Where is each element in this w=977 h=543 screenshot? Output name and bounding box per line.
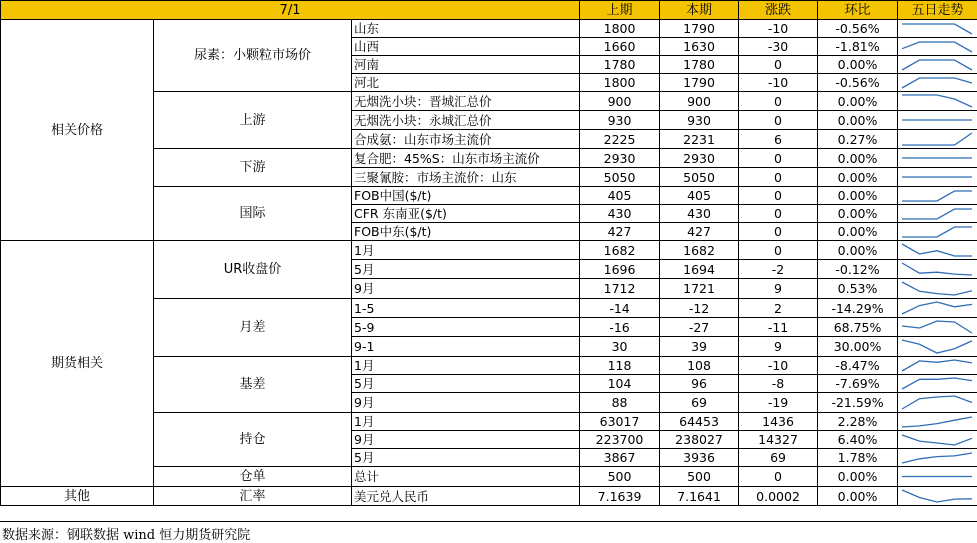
trend-cell (898, 357, 977, 375)
header-row (1, 1, 977, 20)
sparkline-chart (898, 414, 976, 430)
change-value: -11 (739, 318, 818, 337)
trend-cell (898, 279, 977, 299)
sparkline-line (902, 24, 972, 34)
change-value: 0 (739, 111, 818, 130)
pct-value: -0.56% (818, 74, 898, 92)
sparkline-chart (898, 188, 976, 204)
change-header: 涨跌 (739, 1, 818, 20)
curr-value: -12 (660, 299, 739, 318)
table-row (1, 241, 977, 260)
curr-value: 1630 (660, 38, 739, 56)
sparkline-chart (898, 224, 976, 240)
subgroup-fx: 汇率 (154, 487, 352, 506)
prev-value: 1712 (580, 279, 660, 299)
prev-value: 2930 (580, 149, 660, 168)
curr-value: 7.1641 (660, 487, 739, 506)
pct-value: 0.00% (818, 487, 898, 506)
sparkline-chart (898, 21, 976, 37)
subgroup-spread: 月差 (154, 299, 352, 357)
prev-value: 930 (580, 111, 660, 130)
sparkline-line (902, 191, 972, 201)
change-value: 0 (739, 467, 818, 487)
prev-value: 427 (580, 223, 660, 241)
curr-value: 2231 (660, 130, 739, 149)
item-name: 5月 (352, 260, 580, 279)
item-name: 5月 (352, 449, 580, 467)
item-name: 三聚氰胺：市场主流价：山东 (352, 168, 580, 187)
date-header: 7/1 (1, 1, 580, 20)
change-value: -10 (739, 74, 818, 92)
item-name: 9月 (352, 279, 580, 299)
category-other: 其他 (1, 487, 154, 506)
sparkline-chart (898, 57, 976, 73)
pct-value: 2.28% (818, 413, 898, 431)
pct-value: 0.00% (818, 223, 898, 241)
curr-value: 930 (660, 111, 739, 130)
change-value: 0 (739, 149, 818, 168)
subgroup-urea-small: 尿素：小颗粒市场价 (154, 20, 352, 92)
sparkline-chart (898, 357, 976, 374)
curr-value: 405 (660, 187, 739, 205)
pct-value: 6.40% (818, 431, 898, 449)
trend-header: 五日走势 (898, 1, 977, 20)
item-name: 山东 (352, 20, 580, 38)
curr-value: 1682 (660, 241, 739, 260)
curr-value: 500 (660, 467, 739, 487)
trend-cell (898, 149, 977, 168)
sparkline-chart (898, 206, 976, 222)
trend-cell (898, 449, 977, 467)
prev-value: 104 (580, 375, 660, 393)
prev-header: 上期 (580, 1, 660, 20)
pct-value: 0.00% (818, 56, 898, 74)
sparkline-chart (898, 337, 976, 356)
sparkline-line (902, 78, 972, 88)
item-name: 无烟洗小块：永城汇总价 (352, 111, 580, 130)
pct-value: 0.00% (818, 149, 898, 168)
curr-value: 96 (660, 375, 739, 393)
change-value: 2 (739, 299, 818, 318)
trend-cell (898, 337, 977, 357)
curr-value: 5050 (660, 168, 739, 187)
subgroup-warrant: 仓单 (154, 467, 352, 487)
sparkline-chart (898, 75, 976, 91)
curr-value: 108 (660, 357, 739, 375)
change-value: 0 (739, 241, 818, 260)
trend-cell (898, 205, 977, 223)
curr-value: 1780 (660, 56, 739, 74)
prev-value: 63017 (580, 413, 660, 431)
prev-value: 1780 (580, 56, 660, 74)
prev-value: 88 (580, 393, 660, 413)
change-value: 0.0002 (739, 487, 818, 506)
trend-cell (898, 487, 977, 506)
pct-value: 0.00% (818, 92, 898, 111)
pct-value: -1.81% (818, 38, 898, 56)
sparkline-line (902, 282, 972, 295)
trend-cell (898, 393, 977, 413)
change-value: -2 (739, 260, 818, 279)
curr-value: 69 (660, 393, 739, 413)
prev-value: 1660 (580, 38, 660, 56)
pct-value: -21.59% (818, 393, 898, 413)
sparkline-line (902, 60, 972, 70)
sparkline-line (902, 95, 972, 107)
subgroup-upstream: 上游 (154, 92, 352, 149)
data-source: 数据来源：钢联数据 wind 恒力期货研究院 (2, 528, 251, 543)
prev-value: 223700 (580, 431, 660, 449)
sparkline-chart (898, 432, 976, 448)
item-name: 河北 (352, 74, 580, 92)
trend-cell (898, 241, 977, 260)
prev-value: 118 (580, 357, 660, 375)
sparkline-chart (898, 168, 976, 186)
curr-value: 1694 (660, 260, 739, 279)
subgroup-basis: 基差 (154, 357, 352, 413)
prev-value: 7.1639 (580, 487, 660, 506)
change-value: 1436 (739, 413, 818, 431)
item-name: 合成氨：山东市场主流价 (352, 130, 580, 149)
sparkline-chart (898, 318, 976, 336)
trend-cell (898, 375, 977, 393)
sparkline-chart (898, 130, 976, 148)
sparkline-line (902, 133, 972, 145)
curr-value: -27 (660, 318, 739, 337)
trend-cell (898, 413, 977, 431)
trend-cell (898, 168, 977, 187)
prev-value: 1800 (580, 74, 660, 92)
curr-value: 1790 (660, 20, 739, 38)
sparkline-chart (898, 39, 976, 55)
trend-cell (898, 318, 977, 337)
trend-cell (898, 260, 977, 279)
curr-value: 900 (660, 92, 739, 111)
item-name: 1月 (352, 241, 580, 260)
curr-value: 1721 (660, 279, 739, 299)
sparkline-line (902, 490, 972, 502)
curr-value: 64453 (660, 413, 739, 431)
sparkline-line (902, 435, 972, 445)
curr-value: 427 (660, 223, 739, 241)
curr-value: 2930 (660, 149, 739, 168)
pct-value: -7.69% (818, 375, 898, 393)
pct-value: 0.00% (818, 205, 898, 223)
footer-divider (0, 521, 977, 522)
prev-value: 2225 (580, 130, 660, 149)
trend-cell (898, 130, 977, 149)
sparkline-chart (898, 279, 976, 298)
pct-value: 0.00% (818, 111, 898, 130)
trend-cell (898, 299, 977, 318)
change-value: 0 (739, 92, 818, 111)
pct-value: -8.47% (818, 357, 898, 375)
trend-cell (898, 467, 977, 487)
prev-value: 500 (580, 467, 660, 487)
prev-value: 1800 (580, 20, 660, 38)
change-value: 6 (739, 130, 818, 149)
item-name: 9月 (352, 393, 580, 413)
change-value: -19 (739, 393, 818, 413)
change-value: 14327 (739, 431, 818, 449)
curr-value: 1790 (660, 74, 739, 92)
item-name: FOB中东($/t) (352, 223, 580, 241)
sparkline-chart (898, 487, 976, 505)
sparkline-line (902, 321, 972, 333)
pct-value: 68.75% (818, 318, 898, 337)
sparkline-line (902, 263, 972, 275)
pct-value: -0.56% (818, 20, 898, 38)
change-value: 9 (739, 279, 818, 299)
sparkline-line (902, 244, 972, 256)
pct-value: 0.53% (818, 279, 898, 299)
subgroup-position: 持仓 (154, 413, 352, 467)
trend-cell (898, 92, 977, 111)
change-value: -8 (739, 375, 818, 393)
change-value: -10 (739, 20, 818, 38)
sparkline-line (902, 227, 972, 237)
item-name: 1月 (352, 357, 580, 375)
item-name: 1-5 (352, 299, 580, 318)
curr-value: 430 (660, 205, 739, 223)
sparkline-chart (898, 260, 976, 278)
change-value: 0 (739, 223, 818, 241)
change-value: 69 (739, 449, 818, 467)
trend-cell (898, 38, 977, 56)
pct-value: 30.00% (818, 337, 898, 357)
pct-value: 0.27% (818, 130, 898, 149)
item-name: CFR 东南亚($/t) (352, 205, 580, 223)
subgroup-international: 国际 (154, 187, 352, 241)
curr-value: 238027 (660, 431, 739, 449)
sparkline-chart (898, 375, 976, 392)
item-name: 河南 (352, 56, 580, 74)
item-name: 山西 (352, 38, 580, 56)
sparkline-chart (898, 393, 976, 412)
trend-cell (898, 56, 977, 74)
change-value: 0 (739, 187, 818, 205)
trend-cell (898, 431, 977, 449)
sparkline-line (902, 340, 972, 353)
change-value: 0 (739, 56, 818, 74)
item-name: 复合肥：45%S：山东市场主流价 (352, 149, 580, 168)
sparkline-line (902, 42, 972, 52)
prev-value: 30 (580, 337, 660, 357)
sparkline-chart (898, 241, 976, 259)
item-name: 总计 (352, 467, 580, 487)
change-value: 9 (739, 337, 818, 357)
prev-value: -14 (580, 299, 660, 318)
trend-cell (898, 111, 977, 130)
pct-value: -14.29% (818, 299, 898, 318)
prev-value: 1696 (580, 260, 660, 279)
pct-value: 0.00% (818, 467, 898, 487)
item-name: 9月 (352, 431, 580, 449)
table-row (1, 487, 977, 506)
trend-cell (898, 20, 977, 38)
item-name: 美元兑人民币 (352, 487, 580, 506)
subgroup-ur-close: UR收盘价 (154, 241, 352, 299)
change-value: -30 (739, 38, 818, 56)
prev-value: 1682 (580, 241, 660, 260)
trend-cell (898, 187, 977, 205)
sparkline-line (902, 417, 972, 427)
sparkline-chart (898, 467, 976, 486)
sparkline-chart (898, 111, 976, 129)
trend-cell (898, 223, 977, 241)
pct-header: 环比 (818, 1, 898, 20)
curr-header: 本期 (660, 1, 739, 20)
trend-cell (898, 74, 977, 92)
prev-value: 430 (580, 205, 660, 223)
pct-value: 0.00% (818, 168, 898, 187)
sparkline-line (902, 209, 972, 219)
sparkline-chart (898, 92, 976, 110)
item-name: FOB中国($/t) (352, 187, 580, 205)
prev-value: 405 (580, 187, 660, 205)
category-related-price: 相关价格 (1, 20, 154, 241)
sparkline-line (902, 378, 972, 389)
table-row (1, 20, 977, 38)
pct-value: -0.12% (818, 260, 898, 279)
item-name: 5月 (352, 375, 580, 393)
pct-value: 0.00% (818, 187, 898, 205)
sparkline-line (902, 360, 972, 371)
item-name: 1月 (352, 413, 580, 431)
item-name: 5-9 (352, 318, 580, 337)
sparkline-chart (898, 450, 976, 466)
subgroup-downstream: 下游 (154, 149, 352, 187)
sparkline-chart (898, 149, 976, 167)
change-value: -10 (739, 357, 818, 375)
change-value: 0 (739, 168, 818, 187)
sparkline-line (902, 302, 972, 314)
sparkline-line (902, 396, 972, 409)
pct-value: 0.00% (818, 241, 898, 260)
prev-value: 900 (580, 92, 660, 111)
pct-value: 1.78% (818, 449, 898, 467)
prev-value: -16 (580, 318, 660, 337)
curr-value: 3936 (660, 449, 739, 467)
item-name: 无烟洗小块：晋城汇总价 (352, 92, 580, 111)
sparkline-line (902, 453, 972, 463)
prev-value: 3867 (580, 449, 660, 467)
change-value: 0 (739, 205, 818, 223)
item-name: 9-1 (352, 337, 580, 357)
sparkline-chart (898, 299, 976, 317)
category-futures: 期货相关 (1, 241, 154, 487)
prev-value: 5050 (580, 168, 660, 187)
curr-value: 39 (660, 337, 739, 357)
